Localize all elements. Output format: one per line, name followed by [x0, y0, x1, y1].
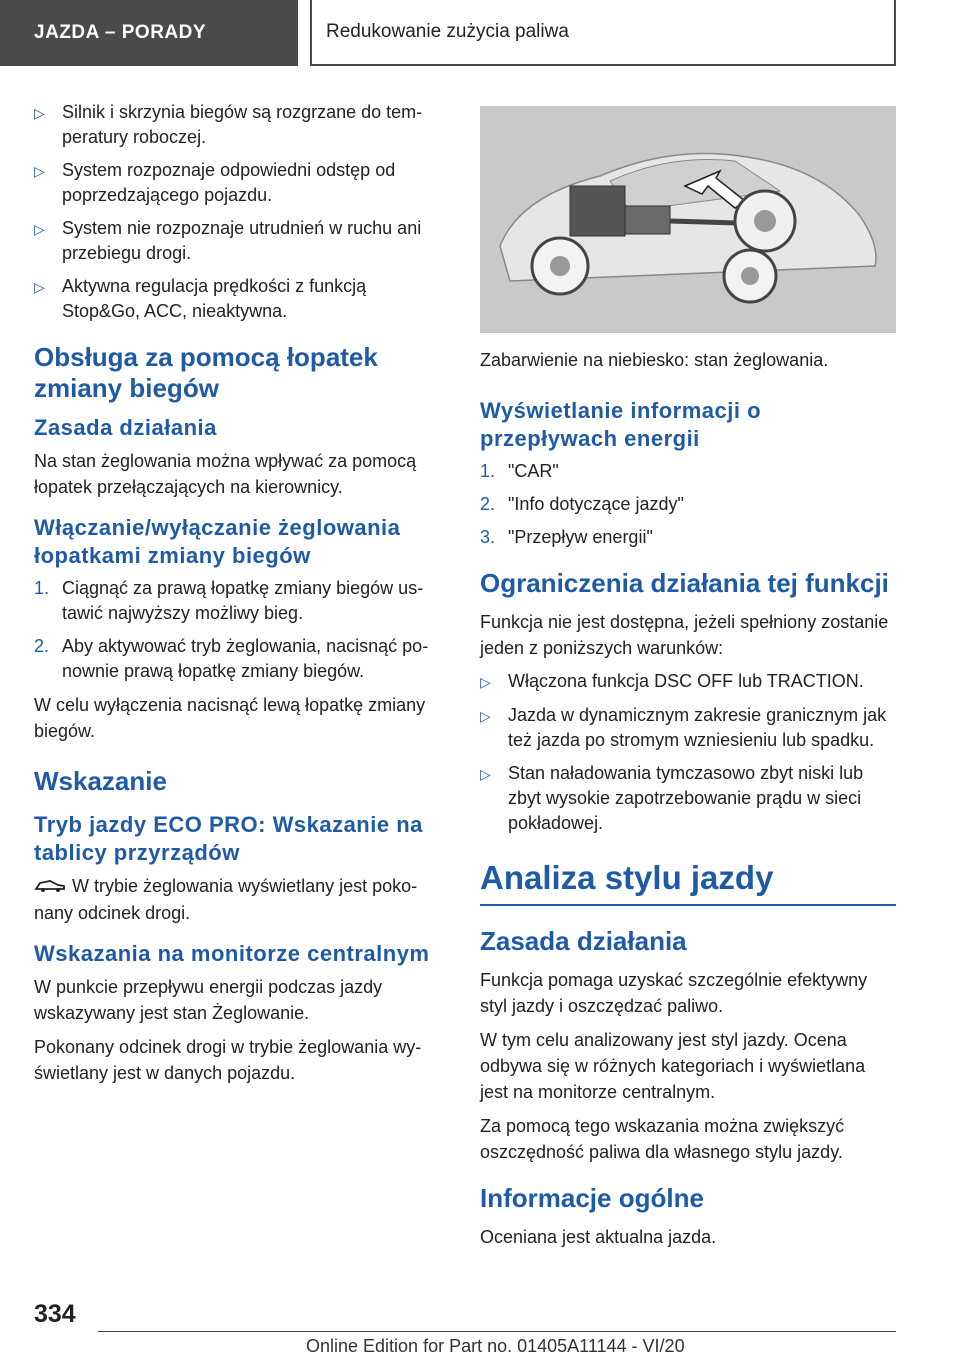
- paragraph-analysis-3: Za pomocą tego wskazania można zwiększyć oszczędność paliwa dla własnego stylu jazdy.: [480, 1116, 845, 1162]
- coasting-car-icon: [34, 874, 66, 900]
- paragraph-analysis-2: W tym celu analizowany jest styl jazdy. Ocena odbywa się w różnych kategoriach i wyświetlana jest na monitorze centralnym.: [480, 1030, 866, 1102]
- list-item: ▷ Jazda w dynamicznym zakresie granicznym jak też jazda po stromym wzniesieniu lub spadku.: [480, 703, 896, 753]
- heading-toggle-coasting: Włączanie/wyłączanie żeglowania łopatkami zmiany biegów: [34, 515, 401, 568]
- list-item: ▷ Stan naładowania tymczasowo zbyt niski lub zbyt wysokie zapotrzebowanie prądu w sieci pokładowej.: [480, 761, 896, 836]
- heading-general-info: Informacje ogólne: [480, 1183, 704, 1213]
- section-tab: [0, 0, 298, 66]
- paragraph-central-2: Pokonany odcinek drogi w trybie żeglowania wyświetlany jest w danych pojazdu.: [34, 1037, 422, 1084]
- list-item: ▷ System nie rozpoznaje utrudnień w ruchu ani przebiegu drogi.: [34, 216, 442, 266]
- paragraph-limits: Funkcja nie jest dostępna, jeżeli spełniony zostanie jeden z poniższych warunków:: [480, 612, 889, 658]
- footer-divider: [98, 1331, 896, 1332]
- paragraph-central-1: W punkcie przepływu energii podczas jazdy wskazywany jest stan Żeglowanie.: [34, 977, 383, 1024]
- triangle-bullet-icon: ▷: [34, 105, 45, 121]
- triangle-bullet-icon: ▷: [480, 674, 491, 690]
- list-item: 2. "Info dotyczące jazdy": [480, 494, 684, 514]
- section-title: JAZDA – PORADY: [34, 22, 207, 43]
- right-column: [480, 103, 896, 1258]
- footer-edition: Online Edition for Part no. 01405A11144 - VI/20: [306, 1336, 685, 1356]
- list-item: 1. Ciągnąć za prawą łopatkę zmiany biegów ustawić najwyższy możliwy bieg.: [34, 578, 424, 623]
- heading-central-monitor: Wskazania na monitorze centralnym: [34, 941, 430, 967]
- list-item: ▷ Włączona funkcja DSC OFF lub TRACTION.: [480, 669, 896, 695]
- triangle-bullet-icon: ▷: [34, 221, 45, 237]
- heading-principle-2: Zasada działania: [480, 926, 687, 956]
- triangle-bullet-icon: ▷: [480, 766, 491, 782]
- heading-paddle-operation: Obsługa za pomocą łopatek zmiany biegów: [34, 342, 378, 403]
- heading-eco-pro: Tryb jazdy ECO PRO: Wskazanie na tablicy przyrządów: [34, 812, 423, 865]
- list-item: ▷ Silnik i skrzynia biegów są rozgrzane do temperatury roboczej.: [34, 100, 442, 150]
- paragraph-analysis-1: Funkcja pomaga uzyskać szczególnie efektywny styl jazdy i oszczędzać paliwo.: [480, 970, 868, 1016]
- heading-energy-flow: Wyświetlanie informacji o przepływach energii: [480, 398, 762, 451]
- paragraph-principle: Na stan żeglowania można wpływać za pomocą łopatek przełączających na kierownicy.: [34, 451, 417, 497]
- image-caption: Zabarwienie na niebiesko: stan żeglowania.: [480, 350, 829, 370]
- list-item: 3. "Przepływ energii": [480, 527, 653, 547]
- heading-limits: Ograniczenia działania tej funkcji: [480, 568, 889, 598]
- triangle-bullet-icon: ▷: [34, 279, 45, 295]
- chapter-tab: [310, 0, 896, 66]
- left-column: [34, 100, 442, 1094]
- chapter-title: Redukowanie zużycia paliwa: [326, 21, 569, 42]
- paragraph-turn-off: W celu wyłączenia nacisnąć lewą łopatkę zmiany biegów.: [34, 695, 426, 741]
- list-item: ▷ Aktywna regulacja prędkości z funkcją Stop&Go, ACC, nieaktywna.: [34, 274, 442, 324]
- list-item: 2. Aby aktywować tryb żeglowania, nacisnąć ponownie prawą łopatkę zmiany biegów.: [34, 636, 429, 681]
- triangle-bullet-icon: ▷: [34, 163, 45, 179]
- car-drivetrain-illustration: [480, 106, 896, 333]
- paragraph-eco-pro: W trybie żeglowania wyświetlany jest pokonany odcinek drogi.: [34, 876, 418, 924]
- heading-driving-style-analysis: Analiza stylu jazdy: [480, 858, 896, 906]
- list-item: ▷ System rozpoznaje odpowiedni odstęp od poprzedzającego pojazdu.: [34, 158, 442, 208]
- page-number: 334: [34, 1300, 76, 1328]
- heading-display: Wskazanie: [34, 766, 167, 796]
- list-item: 1. "CAR": [480, 461, 559, 481]
- triangle-bullet-icon: ▷: [480, 708, 491, 724]
- heading-principle: Zasada działania: [34, 415, 217, 440]
- paragraph-general: Oceniana jest aktualna jazda.: [480, 1227, 717, 1247]
